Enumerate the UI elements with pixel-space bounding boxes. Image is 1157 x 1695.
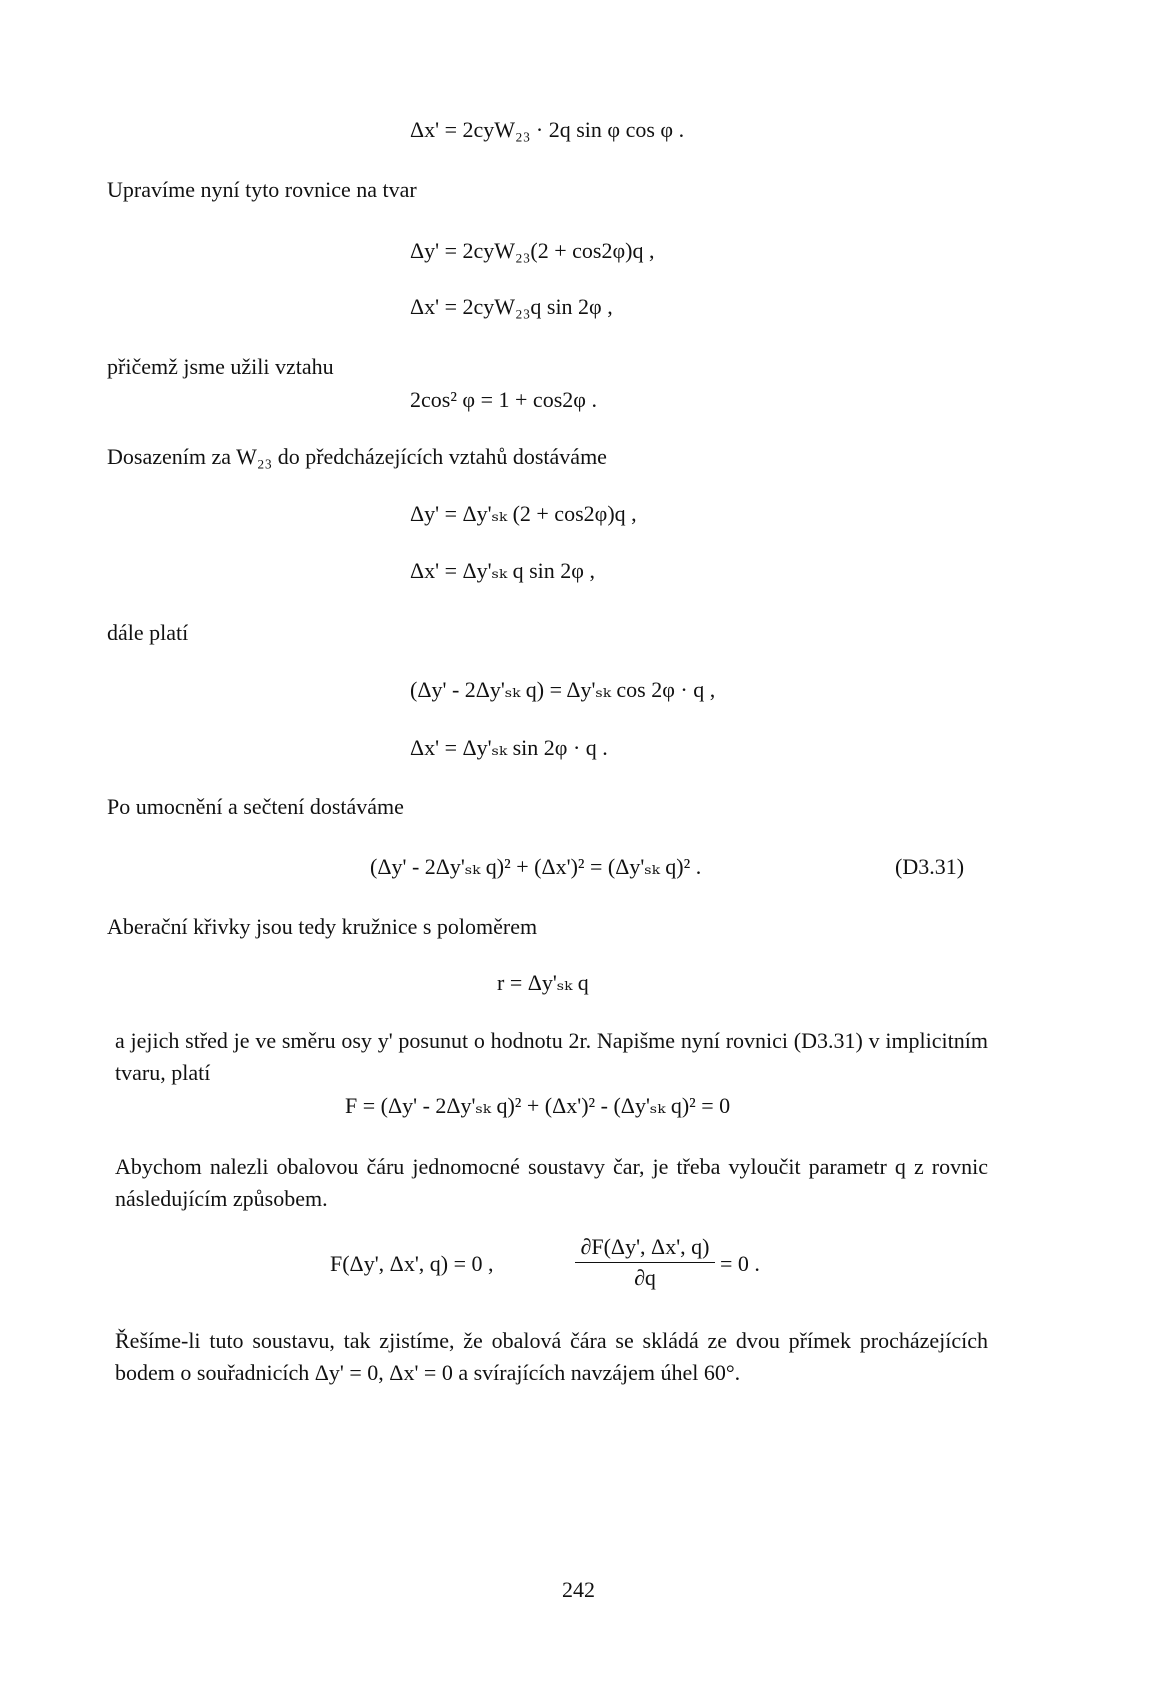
paragraph-8: Abychom nalezli obalovou čáru jednomocné soustavy čar, je třeba vyloučit parametr q z rovnic následujícím způsobem.	[115, 1154, 988, 1211]
paragraph-3: Dosazením za W₂₃ do předcházejících vztahů dostáváme	[107, 444, 607, 469]
paragraph-9: Řešíme-li tuto soustavu, tak zjistíme, že obalová čára se skládá ze dvou přímek procházejících bodem o souřadnicích Δy' = 0, Δx' = 0 a svírajících navzájem úhel 60°.	[115, 1328, 988, 1385]
equation-9: (Δy' - 2Δy'ₛₖ q)² + (Δx')² = (Δy'ₛₖ q)² .	[370, 854, 702, 879]
equation-label: (D3.31)	[895, 854, 965, 879]
equation-5: Δy' = Δy'ₛₖ (2 + cos2φ)q ,	[410, 501, 637, 526]
equation-2: Δy' = 2cyW₂₃(2 + cos2φ)q ,	[410, 238, 655, 263]
equation-8: Δx' = Δy'ₛₖ sin 2φ · q .	[410, 735, 608, 760]
equation-1: Δx' = 2cyW₂₃ · 2q sin φ cos φ .	[410, 117, 685, 142]
paragraph-2: přičemž jsme užili vztahu	[107, 354, 334, 379]
paragraph-1: Upravíme nyní tyto rovnice na tvar	[107, 177, 417, 202]
equation-10: r = Δy'ₛₖ q	[497, 970, 589, 995]
equation-6: Δx' = Δy'ₛₖ q sin 2φ ,	[410, 558, 595, 583]
equation-3: Δx' = 2cyW₂₃q sin 2φ ,	[410, 294, 613, 319]
paragraph-7: a jejich střed je ve směru osy y' posunut o hodnotu 2r. Napišme nyní rovnici (D3.31) v implicitním tvaru, platí	[115, 1028, 988, 1085]
fraction-numerator: ∂F(Δy', Δx', q)	[575, 1234, 715, 1263]
fraction-denominator: ∂q	[634, 1265, 656, 1290]
page-number: 242	[562, 1577, 595, 1602]
equation-13-rhs: = 0 .	[720, 1251, 760, 1276]
paragraph-5: Po umocnění a sečtení dostáváme	[107, 794, 404, 819]
paragraph-4: dále platí	[107, 620, 189, 645]
equation-7: (Δy' - 2Δy'ₛₖ q) = Δy'ₛₖ cos 2φ · q ,	[410, 677, 716, 702]
equation-4: 2cos² φ = 1 + cos2φ .	[410, 387, 597, 412]
equation-11: F = (Δy' - 2Δy'ₛₖ q)² + (Δx')² - (Δy'ₛₖ q)² = 0	[345, 1093, 731, 1118]
equation-12: F(Δy', Δx', q) = 0 ,	[330, 1251, 494, 1276]
equation-13-fraction	[575, 1234, 715, 1291]
paragraph-6: Aberační křivky jsou tedy kružnice s poloměrem	[107, 914, 538, 939]
